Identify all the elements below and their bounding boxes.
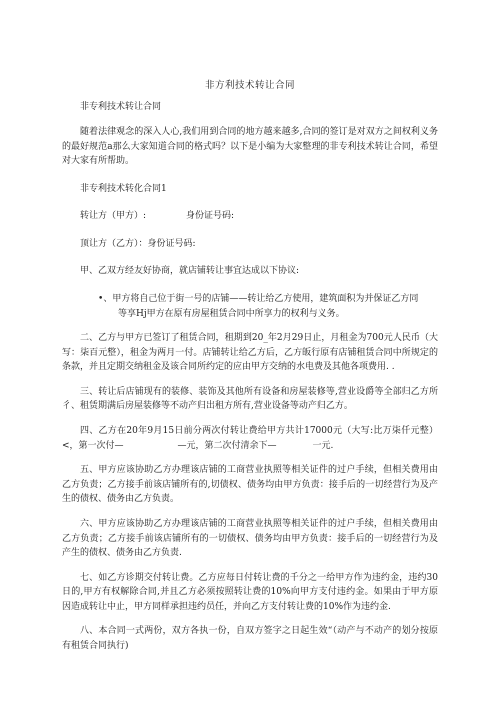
clause-8: 八、本合同一式两份，双方各执一份，自双方签字之日起生效“（动产与不动产的划分按原有租赁合同执行) — [62, 626, 438, 651]
clause-5: 五、甲方应该协助乙方办理该店铺的工商营业执照等相关证件的过户手续，但相关费用由乙方负责；乙方接手前该店铺所有的,切债权、债务均由甲方负责：接手后的一切经营行为及产生的债权、债务由乙方负责。 — [62, 465, 438, 505]
transferor-label: 转让方（甲方）: — [80, 211, 147, 222]
agreement-line: 甲、乙双方经友好协商，就店铺转让事宜达成以下协议: — [80, 266, 300, 277]
doc-subtitle: 非专利技术转让合同 — [80, 102, 162, 113]
clause-2: 二、乙方与甲方已签订了租赁合同，租期到20_年2月29日止，月租金为700元人民币（大写：柒百元整），租金为两月一付。店铺转让给乙方后，乙方皈行原有店铺租赁合同中所规定的条款，并且定期交纳租金及该合同所约定的应由甲方交纳的水电费及其他各项费用. . — [62, 333, 438, 373]
clause-1-continuation: 等享Hj甲方在原有房屋租赁合同中所享力的权利与义务。 — [118, 308, 345, 319]
transferee-line: 顶让方（乙方）：身份证号码: — [80, 238, 196, 249]
section-heading: 非专利技术转化合同1 — [80, 183, 167, 194]
transferor-id-label: 身份证号码: — [186, 211, 235, 222]
clause-1 — [62, 292, 438, 321]
clause-1-text: 、甲方将自己位于街一号的店铺——转让给乙方使用，建筑面积为并保证乙方同 — [103, 294, 419, 304]
doc-title: 非方利技术转让合同 — [204, 80, 295, 91]
bullet-mark: • — [98, 294, 104, 304]
clause-3: 三、转让后店铺现有的装修、装饰及其他所有设备和房屋装修等,营业设爵等全部归乙方所彳、租赁期满后房屋装修等不动产归出租方所有,营业设备等动产归乙方。 — [62, 386, 438, 412]
clause-6: 六、甲方应该协助乙方办理该店铺的工商营业执照等相关证件的过户手续，但相关费用由乙方负责；乙方接手前该店铺所有的一切债权、债务均由甲方负责：接手后的一切经营行为及产生的债权、债务由乙方负责. — [62, 518, 438, 559]
transferor-line — [62, 209, 438, 224]
clause-7: 七、如乙方诊期交付转让费。乙方应每日付转让费的千分之一给甲方作为违约金，违约30日的,甲方有权解除合同,并且乙方必须按照转让费的10%向甲方支付违约金。如果由于甲方原因造成转让中止，甲方同样承担违约员任，并向乙方支付转让费的10%作为违约金. — [62, 572, 438, 612]
clause-4: 四、乙方在20年9月15日前分两次付转让费给甲方共计17000元（大写:比万柒仟元整）<，第一次付— —元，第二次付清余下— 一元. — [62, 426, 438, 451]
clause-1-bullet-line — [98, 292, 438, 307]
intro-paragraph: 随着法律观念的深入人心,我们用到合同的地方越来越多,合同的签订是对双方之间权利义务的最好规范a那么大家知道合同的格式吗？以下是小编为大家整理的非专利技术转让合同，希望对大家有所帮助。 — [62, 126, 438, 167]
